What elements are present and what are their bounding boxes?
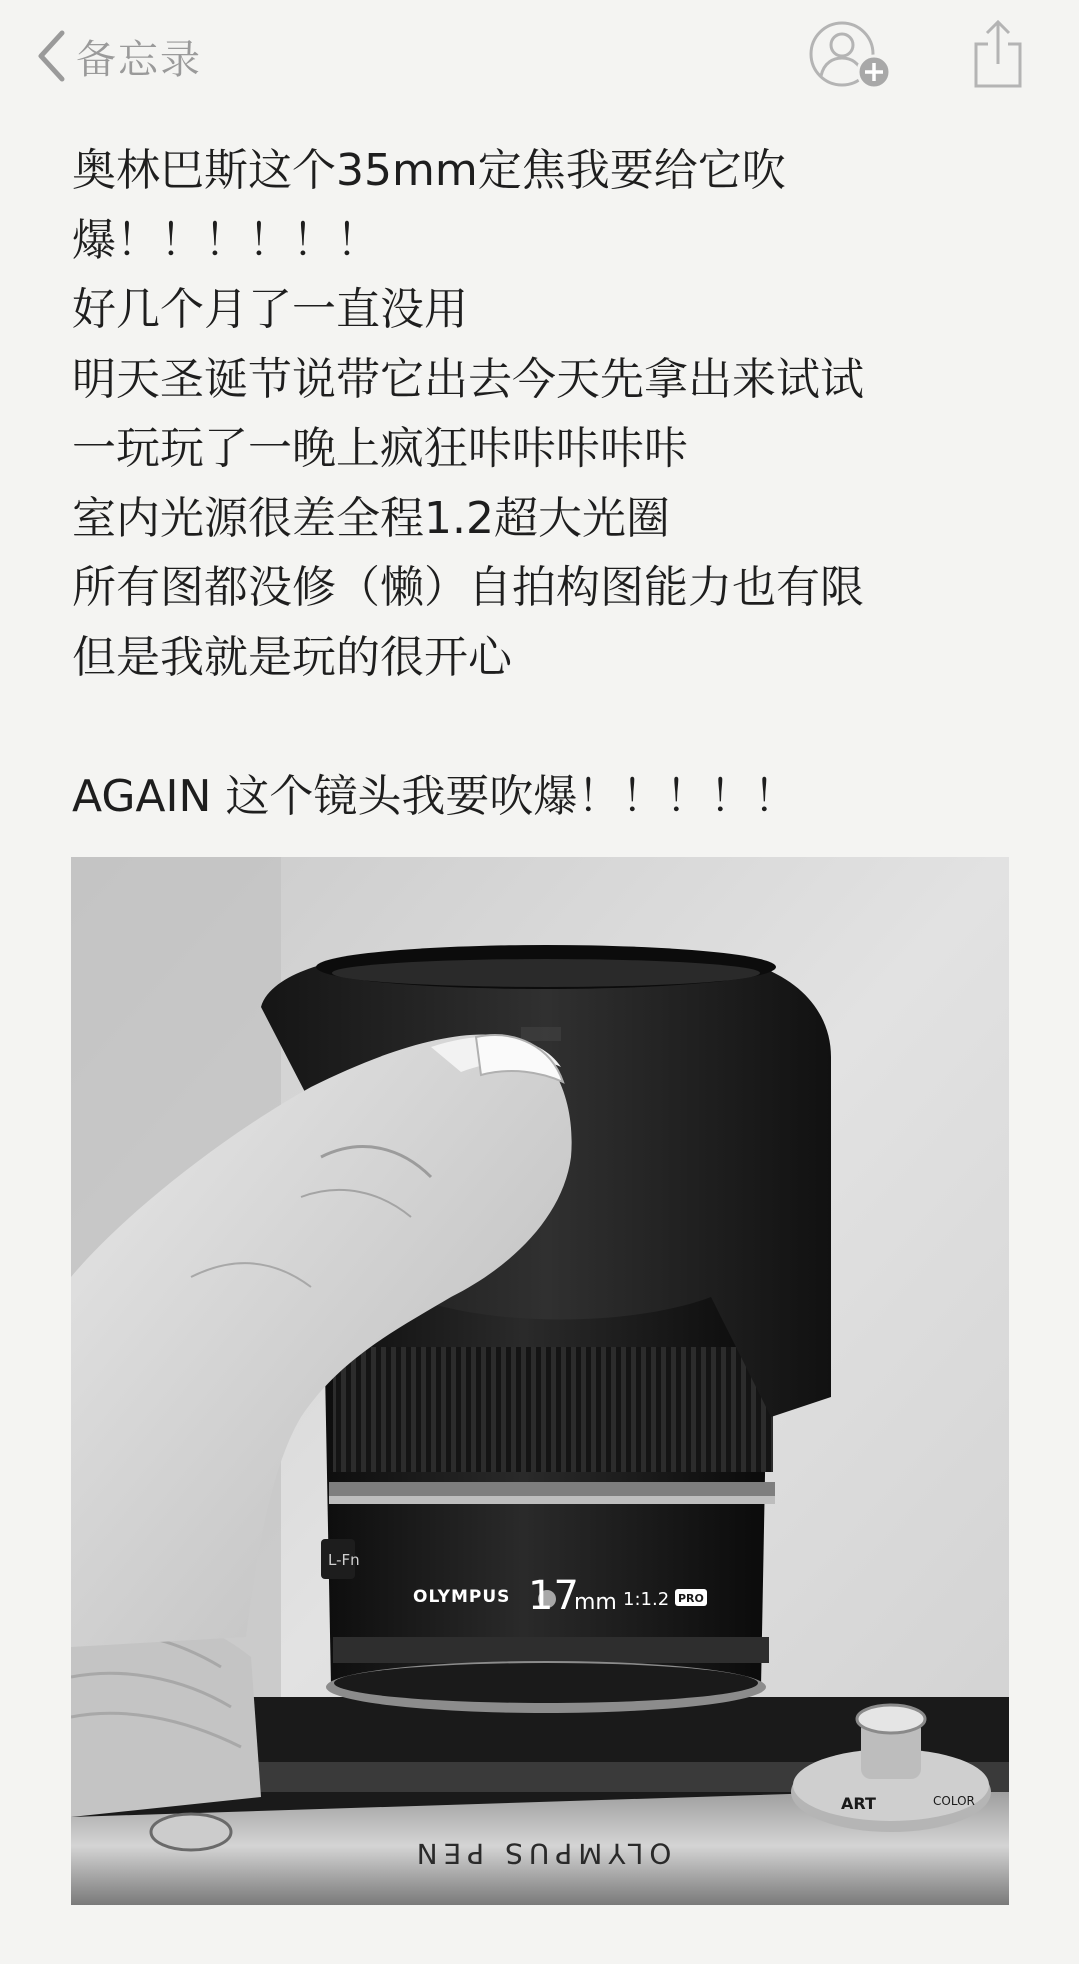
share-button[interactable] (968, 16, 1028, 92)
lens-unit-text: mm (574, 1590, 617, 1615)
note-line: 爆！！！！！！ (72, 214, 380, 266)
lens-focal-text: 17 (528, 1573, 579, 1619)
lens-badge-text: PRO (678, 1592, 704, 1605)
blank-line (72, 692, 1032, 762)
note-line: 室内光源很差全程1.2超大光圈 (72, 492, 670, 544)
note-line: 奥林巴斯这个35mm定焦我要给它吹 (72, 145, 786, 196)
lens-ratio-text: 1:1.2 (623, 1589, 670, 1610)
lfn-label: L-Fn (328, 1551, 360, 1569)
add-person-button[interactable] (806, 18, 896, 94)
back-label: 备忘录 (76, 36, 202, 83)
note-line: 明天圣诞节说带它出去今天先拿出来试试 (72, 353, 864, 405)
note-line: AGAIN 这个镜头我要吹爆！！！！！ (72, 770, 798, 822)
dial-color-text: COLOR (933, 1794, 975, 1808)
back-button[interactable] (36, 26, 202, 86)
share-icon (968, 16, 1028, 92)
note-line: 所有图都没修（懒）自拍构图能力也有限 (72, 562, 864, 613)
camera-brand-text: OLYMPUS PEN (410, 1837, 672, 1870)
note-line: 一玩玩了一晚上疯狂咔咔咔咔咔 (72, 423, 688, 474)
lens-photo (71, 857, 1009, 1905)
add-person-icon (806, 18, 896, 94)
note-body[interactable] (72, 136, 1032, 831)
note-line: 但是我就是玩的很开心 (72, 631, 512, 683)
lens-brand-text: OLYMPUS (413, 1587, 511, 1607)
note-line: 好几个月了一直没用 (72, 284, 468, 335)
attached-photo[interactable] (71, 857, 1009, 1905)
navigation-bar (0, 0, 1079, 120)
chevron-left-icon (36, 29, 66, 83)
dial-art-text: ART (841, 1794, 876, 1813)
